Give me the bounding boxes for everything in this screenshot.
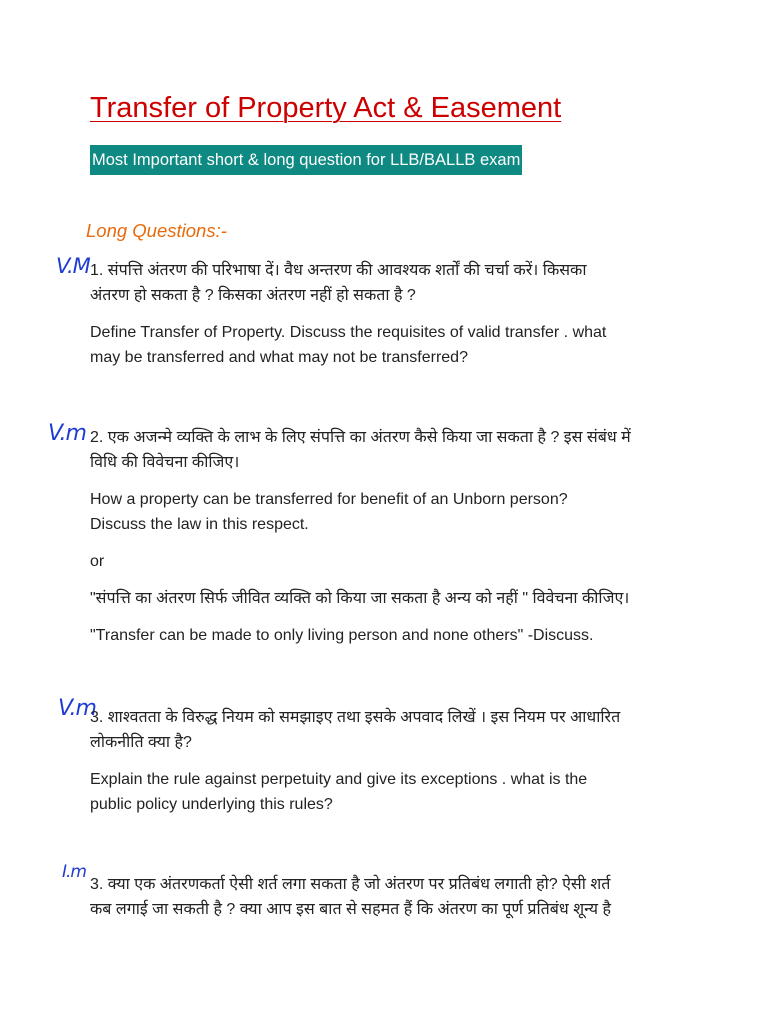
english-line: public policy underlying this rules? (90, 796, 333, 813)
english-line: "Transfer can be made to only living person and none others" -Discuss. (90, 627, 594, 644)
page-title: Transfer of Property Act & Easement (90, 92, 562, 124)
english-line: Discuss the law in this respect. (90, 516, 309, 533)
handwritten-mark: V.m (48, 421, 86, 446)
or-separator: or (90, 553, 105, 570)
hindi-line: 3. शाश्वतता के विरुद्ध नियम को समझाइए तथा इसके अपवाद लिखें । इस नियम पर आधारित (90, 709, 621, 726)
handwritten-mark: I.m (62, 862, 86, 882)
hindi-line: 3. क्या एक अंतरणकर्ता ऐसी शर्त लगा सकता है जो अंतरण पर प्रतिबंध लगाती हो? ऐसी शर्त (90, 876, 611, 893)
hindi-line: अंतरण हो सकता है ? किसका अंतरण नहीं हो सकता है ? (90, 287, 416, 304)
hindi-line: "संपत्ति का अंतरण सिर्फ जीवित व्यक्ति को किया जा सकता है अन्य को नहीं " विवेचना कीजिए। (90, 590, 630, 607)
english-line: Define Transfer of Property. Discuss the requisites of valid transfer . what (90, 324, 607, 341)
english-line: Explain the rule against perpetuity and give its exceptions . what is the (90, 771, 588, 788)
question-4 (90, 872, 690, 922)
handwritten-mark: V.M (56, 254, 90, 278)
hindi-line: विधि की विवेचना कीजिए। (90, 454, 240, 471)
hindi-line: 2. एक अजन्मे व्यक्ति के लाभ के लिए संपत्ति का अंतरण कैसे किया जा सकता है ? इस संबंध में (90, 429, 631, 446)
question-1 (90, 258, 690, 370)
hindi-line: लोकनीति क्या है? (90, 734, 192, 751)
english-line: may be transferred and what may not be transferred? (90, 349, 468, 366)
english-line: How a property can be transferred for benefit of an Unborn person? (90, 491, 568, 508)
hindi-line: 1. संपत्ति अंतरण की परिभाषा दें। वैध अन्तरण की आवश्यक शर्तों की चर्चा करें। किसका (90, 262, 587, 279)
handwritten-mark: V.m (58, 696, 96, 721)
highlight-banner: Most Important short & long question for LLB/BALLB exam (90, 145, 522, 175)
question-2 (90, 425, 690, 648)
hindi-line: कब लगाई जा सकती है ? क्या आप इस बात से सहमत हैं कि अंतरण का पूर्ण प्रतिबंध शून्य है (90, 901, 612, 918)
question-3 (90, 705, 690, 817)
section-heading: Long Questions:- (86, 220, 227, 241)
